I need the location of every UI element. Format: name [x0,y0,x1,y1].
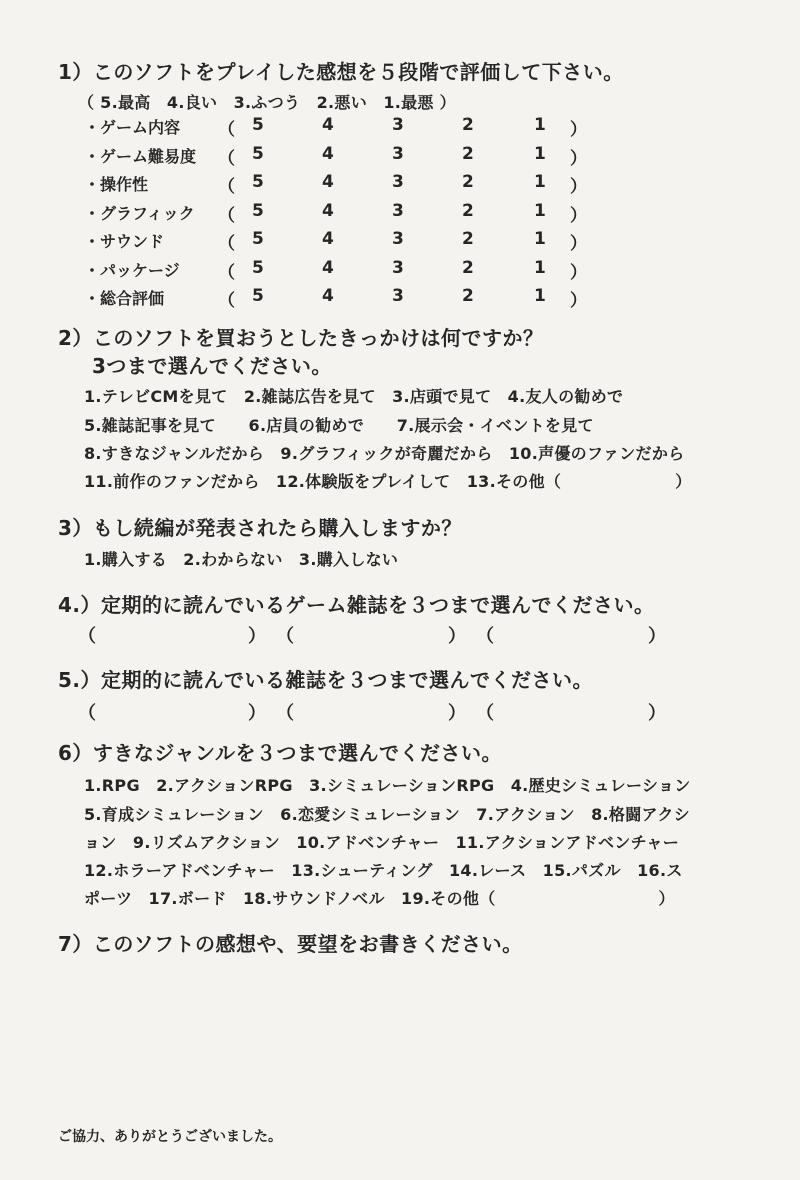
rating-option-1[interactable]: 1 [534,144,546,164]
rating-option-5[interactable]: 5 [252,201,264,221]
q2-options-line: 8.すきなジャンルだから 9.グラフィックが奇麗だから 10.声優のファンだから [84,444,685,463]
question-2-title: 2）このソフトを買おうとしたきっかけは何ですか？ [58,326,544,350]
closing-message: ご協力、ありがとうございました。 [58,1129,282,1145]
rating-option-2[interactable]: 2 [462,229,474,249]
rating-option-5[interactable]: 5 [252,258,264,278]
q2-options-line: 11.前作のファンだから 12.体験版をプレイして 13.その他（ ） [84,472,692,491]
rating-option-4[interactable]: 4 [322,229,334,249]
rating-option-2[interactable]: 2 [462,172,474,192]
rating-option-2[interactable]: 2 [462,258,474,278]
q6-options-line: 5.育成シミュレーション 6.恋愛シミュレーション 7.アクション 8.格闘アクシ [84,805,690,824]
rating-option-3[interactable]: 3 [392,201,404,221]
answer-paren-close: ） [448,626,466,647]
rating-option-2[interactable]: 2 [462,286,474,306]
rating-option-2[interactable]: 2 [462,201,474,221]
rating-option-5[interactable]: 5 [252,286,264,306]
rating-paren-open: （ [218,206,235,226]
answer-paren-open: （ [476,626,494,647]
rating-paren-open: （ [218,177,235,197]
question-4-title: 4.）定期的に読んでいるゲーム雑誌を３つまで選んでください。 [58,593,655,617]
rating-item-label: ・操作性 [84,175,149,194]
rating-paren-close: ） [570,149,587,169]
rating-option-5[interactable]: 5 [252,115,264,135]
answer-paren-close: ） [648,626,666,647]
rating-option-1[interactable]: 1 [534,258,546,278]
question-3-title: 3）もし続編が発表されたら購入しますか？ [58,516,462,540]
rating-option-4[interactable]: 4 [322,286,334,306]
question-6-title: 6）すきなジャンルを３つまで選んでください。 [58,741,503,765]
rating-option-3[interactable]: 3 [392,115,404,135]
answer-paren-close: ） [248,703,266,724]
rating-option-1[interactable]: 1 [534,229,546,249]
rating-paren-close: ） [570,263,587,283]
rating-option-4[interactable]: 4 [322,258,334,278]
q6-options-line: ョン 9.リズムアクション 10.アドベンチャー 11.アクションアドベンチャー [84,833,680,852]
rating-item-label: ・パッケージ [84,261,180,280]
rating-option-2[interactable]: 2 [462,115,474,135]
rating-option-3[interactable]: 3 [392,258,404,278]
question-1-title: 1）このソフトをプレイした感想を５段階で評価して下さい。 [58,60,624,84]
rating-paren-open: （ [218,263,235,283]
q2-options-line: 1.テレビCMを見て 2.雑誌広告を見て 3.店頭で見て 4.友人の勧めで [84,387,624,406]
rating-paren-open: （ [218,149,235,169]
rating-option-3[interactable]: 3 [392,144,404,164]
rating-option-3[interactable]: 3 [392,229,404,249]
q3-options: 1.購入する 2.わからない 3.購入しない [84,550,399,569]
rating-option-2[interactable]: 2 [462,144,474,164]
rating-paren-open: （ [218,291,235,311]
rating-paren-open: （ [218,234,235,254]
answer-paren-close: ） [248,626,266,647]
rating-option-1[interactable]: 1 [534,201,546,221]
rating-paren-close: ） [570,177,587,197]
rating-option-1[interactable]: 1 [534,172,546,192]
q2-options-line: 5.雑誌記事を見て 6.店員の勧めで 7.展示会・イベントを見て [84,416,594,435]
rating-item-label: ・ゲーム難易度 [84,147,197,166]
question-2-subtitle: 3つまで選んでください。 [92,354,332,378]
answer-paren-open: （ [276,626,294,647]
rating-item-label: ・総合評価 [84,289,165,308]
rating-option-1[interactable]: 1 [534,286,546,306]
rating-option-5[interactable]: 5 [252,229,264,249]
rating-paren-open: （ [218,120,235,140]
rating-paren-close: ） [570,234,587,254]
rating-paren-close: ） [570,291,587,311]
rating-scale-legend: （ 5.最高 4.良い 3.ふつう 2.悪い 1.最悪 ） [78,93,456,112]
rating-paren-close: ） [570,206,587,226]
rating-option-4[interactable]: 4 [322,201,334,221]
rating-option-4[interactable]: 4 [322,144,334,164]
answer-paren-open: （ [276,703,294,724]
rating-item-label: ・ゲーム内容 [84,118,181,137]
rating-option-3[interactable]: 3 [392,172,404,192]
rating-option-1[interactable]: 1 [534,115,546,135]
rating-option-5[interactable]: 5 [252,144,264,164]
answer-paren-close: ） [448,703,466,724]
rating-item-label: ・グラフィック [84,204,195,223]
question-5-title: 5.）定期的に読んでいる雑誌を３つまで選んでください。 [58,668,594,692]
answer-paren-close: ） [648,703,666,724]
answer-paren-open: （ [78,626,96,647]
q6-options-line: ポーツ 17.ボード 18.サウンドノベル 19.その他（ ） [84,889,675,908]
rating-item-label: ・サウンド [84,232,165,251]
answer-paren-open: （ [78,703,96,724]
q6-options-line: 1.RPG 2.アクションRPG 3.シミュレーションRPG 4.歴史シミュレーション [84,776,691,795]
rating-option-5[interactable]: 5 [252,172,264,192]
answer-paren-open: （ [476,703,494,724]
question-7-title: 7）このソフトの感想や、要望をお書きください。 [58,932,523,956]
rating-paren-close: ） [570,120,587,140]
q6-options-line: 12.ホラーアドベンチャー 13.シューティング 14.レース 15.パズル 16.ス [84,861,683,880]
rating-option-4[interactable]: 4 [322,115,334,135]
rating-option-3[interactable]: 3 [392,286,404,306]
rating-option-4[interactable]: 4 [322,172,334,192]
